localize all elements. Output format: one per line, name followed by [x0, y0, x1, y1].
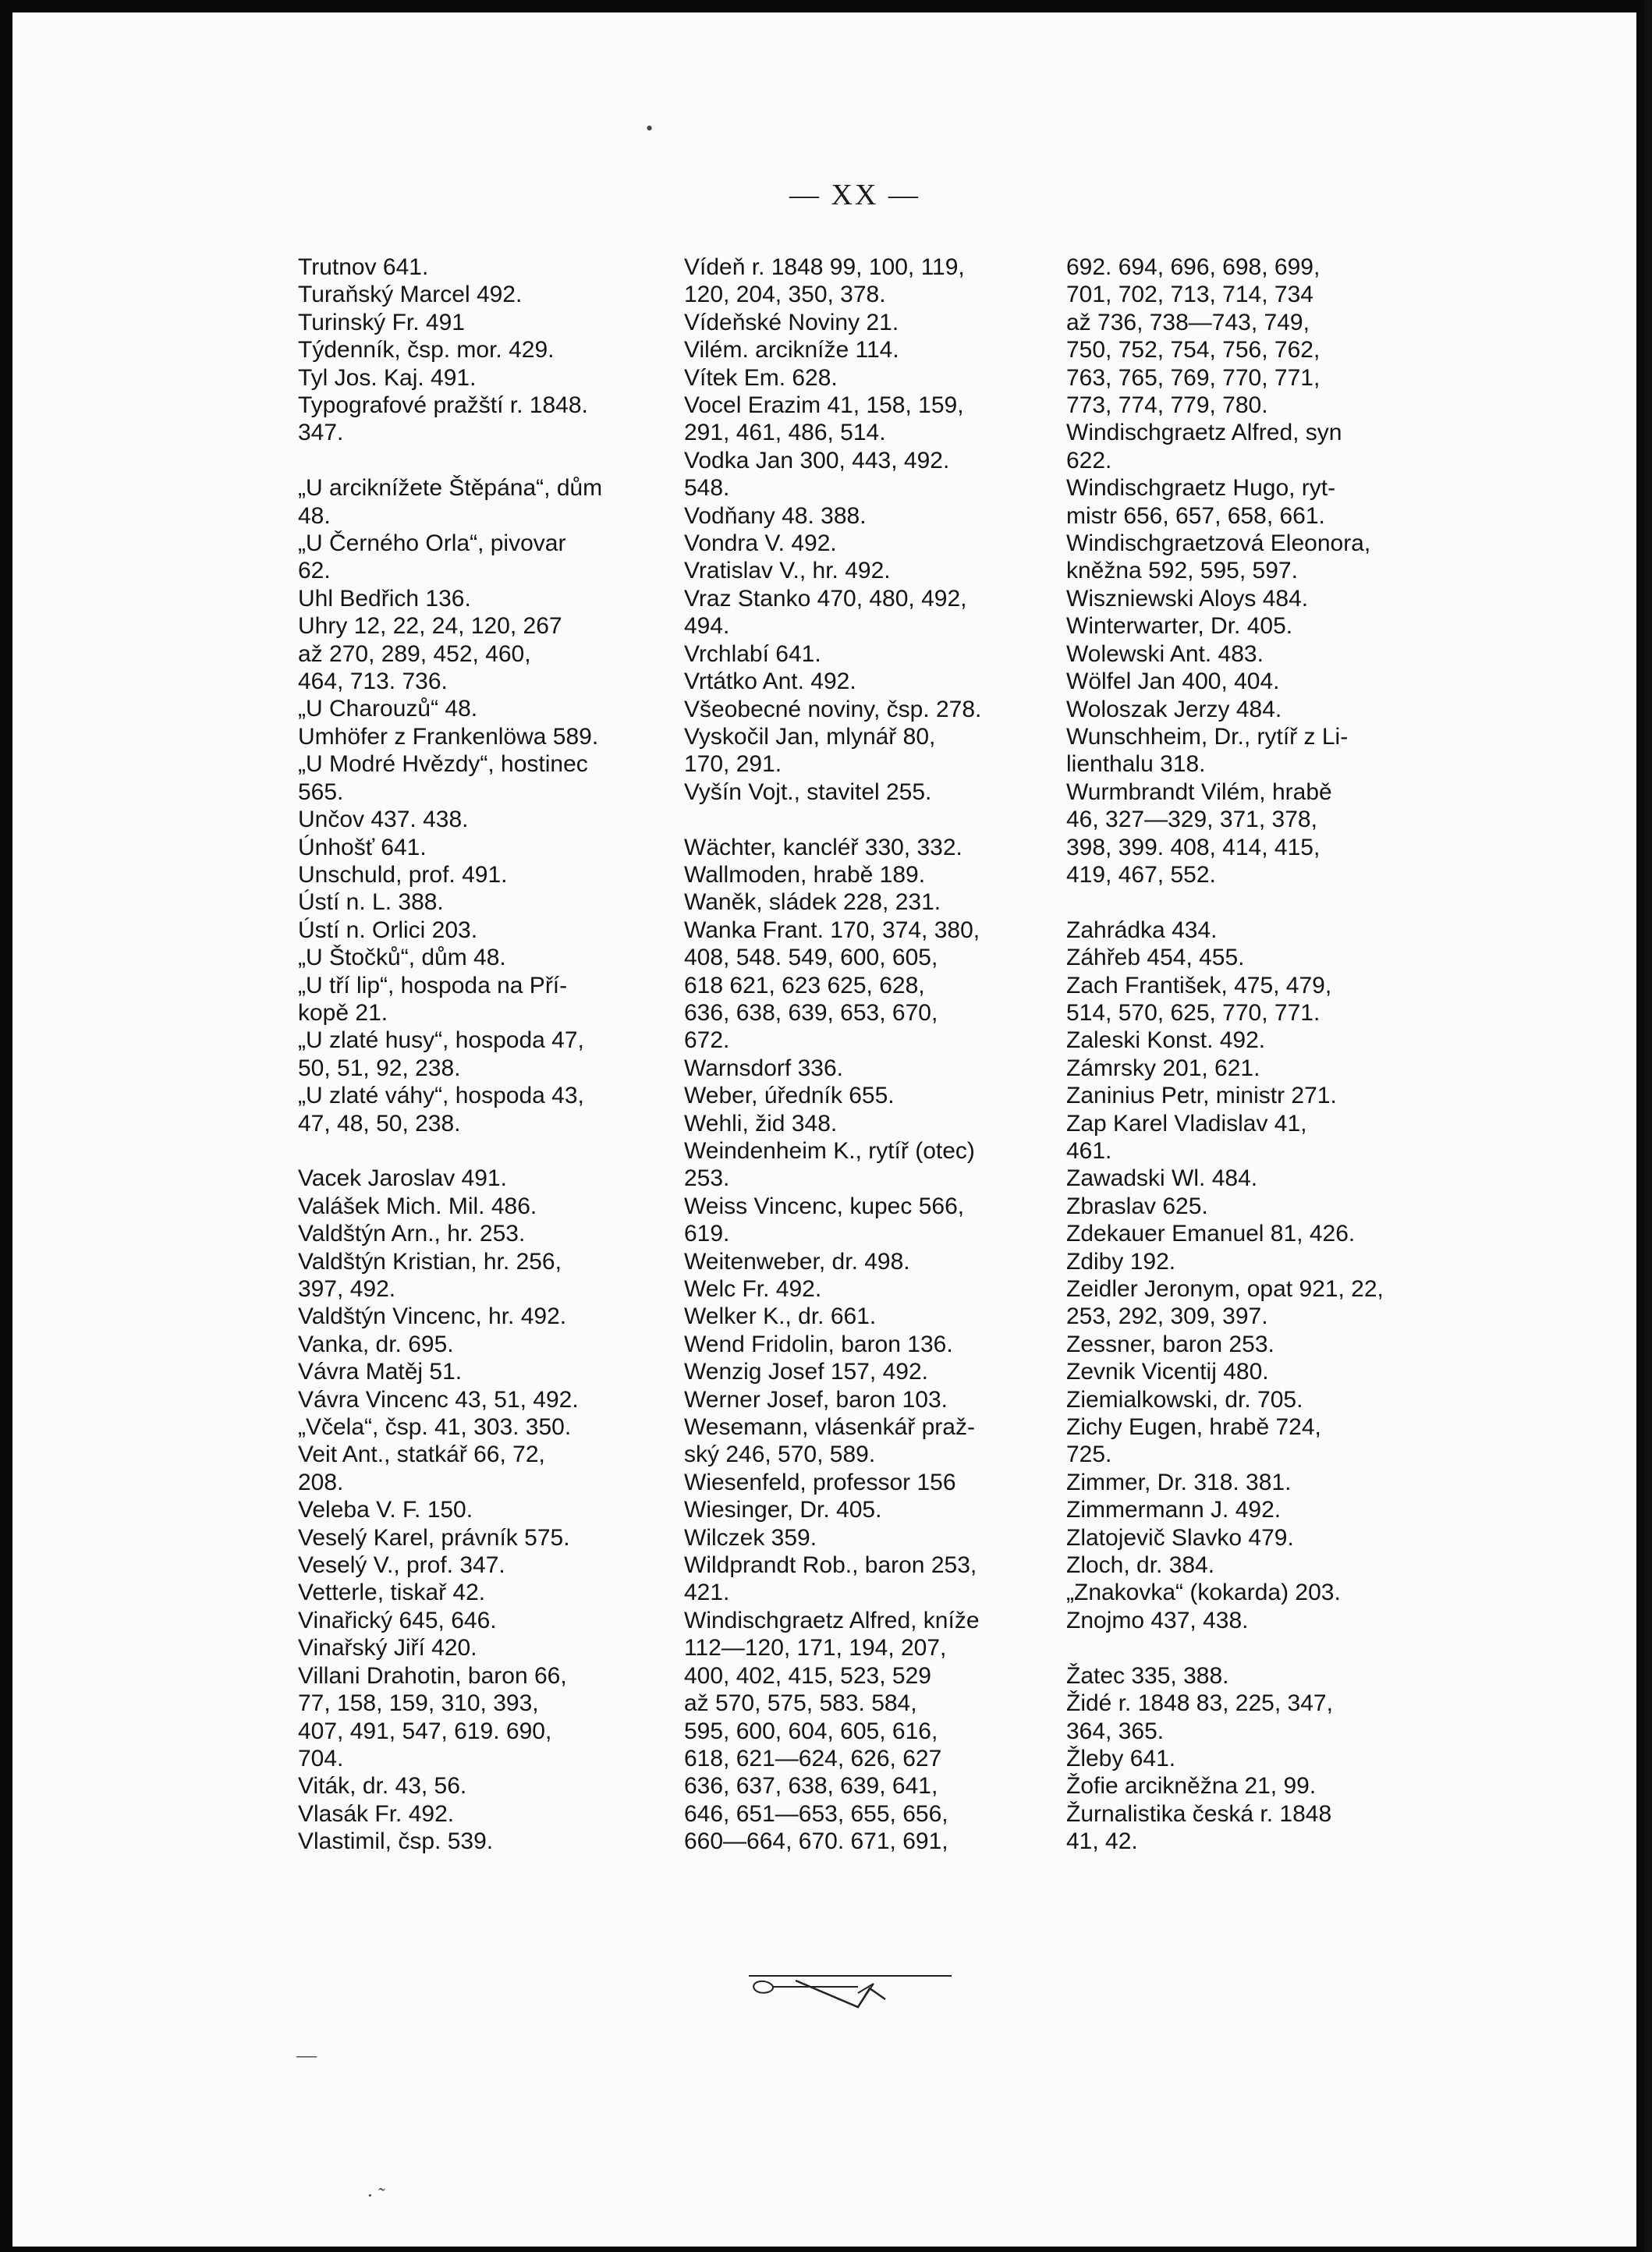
index-entry: Zbraslav 625. [1066, 1193, 1208, 1219]
index-entry: Vraz Stanko 470, 480, 492, [684, 585, 967, 612]
ink-spot: • [646, 117, 654, 140]
index-entry: 494. [684, 613, 730, 640]
index-column-2 [684, 254, 1023, 1856]
index-entry: Zimmer, Dr. 318. 381. [1066, 1469, 1292, 1495]
index-entry: Wanka Frant. 170, 374, 380, [684, 917, 980, 943]
index-entry: Wächter, kancléř 330, 332. [684, 834, 962, 860]
index-entry: Vávra Matěj 51. [298, 1359, 463, 1385]
index-entry: „U zlaté váhy“, hospoda 43, [298, 1083, 584, 1109]
index-entry: 421. [684, 1580, 730, 1606]
index-entry: Znojmo 437, 438. [1066, 1607, 1249, 1633]
index-entry: ský 246, 570, 589. [684, 1442, 876, 1468]
index-column-3 [1066, 254, 1411, 1856]
index-entry: „U Charouzů“ 48. [298, 696, 478, 722]
index-entry: 397, 492. [298, 1276, 396, 1302]
index-entry: 464, 713. 736. [298, 669, 448, 695]
index-entry: 692. 694, 696, 698, 699, [1066, 254, 1321, 280]
index-entry: 347. [298, 420, 344, 446]
index-entry: Vídeňské Noviny 21. [684, 309, 899, 335]
index-entry: Vlasák Fr. 492. [298, 1800, 455, 1827]
index-entry: Vetterle, tiskař 42. [298, 1580, 486, 1606]
index-entry: Zimmermann J. 492. [1066, 1497, 1282, 1523]
index-entry: Zahrádka 434. [1066, 917, 1218, 943]
index-entry: Veselý V., prof. 347. [298, 1552, 505, 1579]
index-entry: Zichy Eugen, hrabě 724, [1066, 1414, 1321, 1441]
index-entry: Žleby 641. [1066, 1745, 1176, 1771]
index-entry: Valášek Mich. Mil. 486. [298, 1193, 537, 1219]
index-entry: 595, 600, 604, 605, 616, [684, 1718, 938, 1744]
index-entry: Woloszak Jerzy 484. [1066, 696, 1282, 722]
index-entry: Turinský Fr. 491 [298, 309, 465, 335]
index-entry: Valdštýn Kristian, hr. 256, [298, 1248, 562, 1275]
index-entry: 619. [684, 1221, 730, 1247]
index-entry: 763, 765, 769, 770, 771, [1066, 364, 1321, 391]
section-gap [298, 447, 649, 474]
index-entry: Zdiby 192. [1066, 1248, 1176, 1275]
index-entry: Uhry 12, 22, 24, 120, 267 [298, 613, 562, 640]
index-entry: Vyskočil Jan, mlynář 80, [684, 723, 936, 750]
index-entry: Ústí n. Orlici 203. [298, 917, 478, 943]
index-entry: „U Modré Hvězdy“, hostinec [298, 751, 588, 778]
index-entry: Vilém. arcikníže 114. [684, 337, 899, 364]
index-entry: 622. [1066, 447, 1112, 473]
index-entry: Vondra V. 492. [684, 530, 837, 557]
index-entry: 672. [684, 1027, 730, 1054]
index-entry: Wiszniewski Aloys 484. [1066, 585, 1309, 612]
index-entry: Unschuld, prof. 491. [298, 861, 508, 888]
index-entry: až 270, 289, 452, 460, [298, 640, 531, 667]
index-entry: 408, 548. 549, 600, 605, [684, 945, 938, 971]
index-entry: 364, 365. [1066, 1718, 1165, 1744]
index-entry: 618 621, 623 625, 628, [684, 972, 925, 998]
index-entry: Windischgraetz Alfred, syn [1066, 420, 1342, 446]
index-entry: „U Černého Orla“, pivovar [298, 530, 566, 557]
index-entry: Wehli, žid 348. [684, 1110, 838, 1137]
index-entry: 514, 570, 625, 770, 771. [1066, 999, 1321, 1026]
index-entry: Vodka Jan 300, 443, 492. [684, 447, 950, 473]
page-number: — XX — [789, 179, 920, 211]
index-entry: 750, 752, 754, 756, 762, [1066, 337, 1321, 364]
index-entry: Valdštýn Arn., hr. 253. [298, 1221, 526, 1247]
index-entry: 41, 42. [1066, 1828, 1138, 1855]
index-entry: Warnsdorf 336. [684, 1055, 843, 1081]
index-entry: Wildprandt Rob., baron 253, [684, 1552, 977, 1579]
index-entry: kněžna 592, 595, 597. [1066, 558, 1298, 584]
index-entry: 398, 399. 408, 414, 415, [1066, 834, 1321, 860]
index-entry: Zeidler Jeronym, opat 921, 22, [1066, 1276, 1384, 1303]
index-entry: Zloch, dr. 384. [1066, 1552, 1215, 1579]
index-entry: Uhl Bedřich 136. [298, 585, 471, 612]
index-entry: 170, 291. [684, 751, 782, 778]
index-entry: Vratislav V., hr. 492. [684, 558, 891, 584]
index-entry: 461. [1066, 1137, 1112, 1164]
index-entry: Vrchlabí 641. [684, 640, 821, 667]
index-entry: 660—664, 670. 671, 691, [684, 1828, 948, 1855]
index-entry: Winterwarter, Dr. 405. [1066, 613, 1293, 640]
index-entry: Weiss Vincenc, kupec 566, [684, 1193, 965, 1219]
index-entry: 636, 638, 639, 653, 670, [684, 999, 938, 1026]
index-entry: Werner Josef, baron 103. [684, 1386, 948, 1413]
index-entry: lienthalu 318. [1066, 751, 1206, 778]
index-entry: 701, 702, 713, 714, 734 [1066, 282, 1313, 308]
index-entry: 400, 402, 415, 523, 529 [684, 1662, 931, 1689]
index-entry: „U zlaté husy“, hospoda 47, [298, 1027, 584, 1054]
index-entry: Vinařický 645, 646. [298, 1607, 497, 1633]
index-entry: Wolewski Ant. 483. [1066, 640, 1264, 667]
index-entry: Wölfel Jan 400, 404. [1066, 669, 1280, 695]
index-entry: Wilczek 359. [684, 1524, 817, 1551]
index-entry: 646, 651—653, 655, 656, [684, 1800, 948, 1827]
index-column-1 [298, 254, 649, 1856]
index-entry: Valdštýn Vincenc, hr. 492. [298, 1303, 567, 1330]
index-entry: Zawadski Wl. 484. [1066, 1165, 1258, 1192]
index-entry: 407, 491, 547, 619. 690, [298, 1718, 552, 1744]
index-entry: Vítek Em. 628. [684, 364, 838, 391]
index-entry: Zevnik Vicentij 480. [1066, 1359, 1269, 1385]
index-entry: Tyl Jos. Kaj. 491. [298, 364, 477, 391]
index-entry: Veselý Karel, právník 575. [298, 1524, 570, 1551]
index-entry: Unčov 437. 438. [298, 807, 469, 833]
index-entry: Trutnov 641. [298, 254, 429, 280]
index-entry: 46, 327—329, 371, 378, [1066, 807, 1317, 833]
section-gap [1066, 1634, 1411, 1662]
section-gap [1066, 888, 1411, 916]
index-entry: Wend Fridolin, baron 136. [684, 1331, 953, 1357]
index-entry: Wesemann, vlásenkář praž- [684, 1414, 975, 1441]
index-entry: 704. [298, 1745, 344, 1771]
index-entry: „Znakovka“ (kokarda) 203. [1066, 1580, 1341, 1606]
index-entry: 548. [684, 475, 730, 502]
index-entry: Typografové pražští r. 1848. [298, 392, 588, 419]
index-entry: Všeobecné noviny, čsp. 278. [684, 696, 982, 722]
index-entry: Záhřeb 454, 455. [1066, 945, 1245, 971]
index-entry: mistr 656, 657, 658, 661. [1066, 502, 1325, 529]
scan-border [1644, 0, 1652, 2252]
index-entry: Vodňany 48. 388. [684, 502, 867, 529]
index-entry: Waněk, sládek 228, 231. [684, 889, 941, 916]
section-gap [298, 1137, 649, 1165]
index-entry: „Včela“, čsp. 41, 303. 350. [298, 1414, 572, 1441]
index-entry: Welker K., dr. 661. [684, 1303, 877, 1330]
index-entry: Žofie arcikněžna 21, 99. [1066, 1773, 1317, 1800]
index-entry: 253, 292, 309, 397. [1066, 1303, 1268, 1330]
index-entry: Windischgraetz Alfred, kníže [684, 1607, 980, 1633]
index-entry: Vacek Jaroslav 491. [298, 1165, 507, 1192]
index-entry: Villani Drahotin, baron 66, [298, 1662, 567, 1689]
index-entry: 636, 637, 638, 639, 641, [684, 1773, 938, 1800]
index-entry: Weitenweber, dr. 498. [684, 1248, 910, 1275]
index-entry: Wiesenfeld, professor 156 [684, 1469, 956, 1495]
index-entry: 47, 48, 50, 238. [298, 1110, 461, 1137]
index-entry: Ziemialkowski, dr. 705. [1066, 1386, 1303, 1413]
index-entry: Únhošť 641. [298, 834, 427, 860]
index-entry: Umhöfer z Frankenlöwa 589. [298, 723, 599, 750]
index-entry: Ústí n. L. 388. [298, 889, 444, 916]
index-entry: Windischgraetzová Eleonora, [1066, 530, 1371, 557]
index-entry: Týdenník, čsp. mor. 429. [298, 337, 555, 364]
end-ornament [741, 1962, 959, 2016]
index-entry: Vídeň r. 1848 99, 100, 119, [684, 254, 965, 280]
index-entry: 112—120, 171, 194, 207, [684, 1635, 947, 1662]
index-entry: Veleba V. F. 150. [298, 1497, 473, 1523]
index-entry: Zámrsky 201, 621. [1066, 1055, 1260, 1081]
index-entry: 120, 204, 350, 378. [684, 282, 886, 308]
index-entry: 50, 51, 92, 238. [298, 1055, 461, 1081]
index-entry: Vávra Vincenc 43, 51, 492. [298, 1386, 579, 1413]
index-entry: Zaninius Petr, ministr 271. [1066, 1083, 1337, 1109]
index-entry: 725. [1066, 1442, 1112, 1468]
index-entry: Žurnalistika česká r. 1848 [1066, 1800, 1332, 1827]
index-entry: Vocel Erazim 41, 158, 159, [684, 392, 964, 419]
index-entry: Vanka, dr. 695. [298, 1331, 454, 1357]
index-entry: 291, 461, 486, 514. [684, 420, 886, 446]
index-entry: Vlastimil, čsp. 539. [298, 1828, 494, 1855]
index-entry: Wurmbrandt Vilém, hrabě [1066, 778, 1332, 805]
index-entry: Wallmoden, hrabě 189. [684, 861, 926, 888]
index-entry: 48. [298, 502, 331, 529]
index-entry: 565. [298, 778, 344, 805]
section-gap [684, 806, 1023, 833]
index-entry: Weber, úředník 655. [684, 1083, 895, 1109]
index-entry: Zap Karel Vladislav 41, [1066, 1110, 1307, 1137]
index-entry: 253. [684, 1165, 730, 1192]
index-entry: Židé r. 1848 83, 225, 347, [1066, 1690, 1333, 1717]
index-entry: Wiesinger, Dr. 405. [684, 1497, 882, 1523]
index-entry: Turaňský Marcel 492. [298, 282, 523, 308]
index-entry: Zach František, 475, 479, [1066, 972, 1332, 998]
index-entry: 419, 467, 552. [1066, 861, 1216, 888]
index-entry: Žatec 335, 388. [1066, 1662, 1229, 1689]
index-entry: až 736, 738—743, 749, [1066, 309, 1310, 335]
index-entry: „U Štočků“, dům 48. [298, 945, 506, 971]
index-entry: Zaleski Konst. 492. [1066, 1027, 1266, 1054]
index-entry: 62. [298, 558, 331, 584]
index-entry: Vrtátko Ant. 492. [684, 669, 856, 695]
ink-spot: · ˜ [367, 2184, 385, 2207]
index-entry: Vyšín Vojt., stavitel 255. [684, 778, 932, 805]
index-entry: „U tří lip“, hospoda na Pří- [298, 972, 568, 998]
index-entry: Wenzig Josef 157, 492. [684, 1359, 928, 1385]
index-entry: 77, 158, 159, 310, 393, [298, 1690, 539, 1717]
index-entry: 208. [298, 1469, 344, 1495]
index-entry: Veit Ant., statkář 66, 72, [298, 1442, 545, 1468]
index-entry: kopě 21. [298, 999, 388, 1026]
index-entry: Vinařský Jiří 420. [298, 1635, 477, 1662]
index-entry: Welc Fr. 492. [684, 1276, 822, 1303]
ink-spot: — [296, 2044, 317, 2066]
index-entry: „U arciknížete Štěpána“, dům [298, 475, 603, 502]
index-entry: Zlatojevič Slavko 479. [1066, 1524, 1294, 1551]
index-entry: Windischgraetz Hugo, ryt- [1066, 475, 1336, 502]
index-entry: Viták, dr. 43, 56. [298, 1773, 467, 1800]
index-entry: Weindenheim K., rytíř (otec) [684, 1137, 975, 1164]
index-entry: Zessner, baron 253. [1066, 1331, 1274, 1357]
index-entry: až 570, 575, 583. 584, [684, 1690, 917, 1717]
index-entry: 773, 774, 779, 780. [1066, 392, 1268, 419]
index-entry: 618, 621—624, 626, 627 [684, 1745, 942, 1771]
index-entry: Zdekauer Emanuel 81, 426. [1066, 1221, 1356, 1247]
index-entry: Wunschheim, Dr., rytíř z Li- [1066, 723, 1349, 750]
